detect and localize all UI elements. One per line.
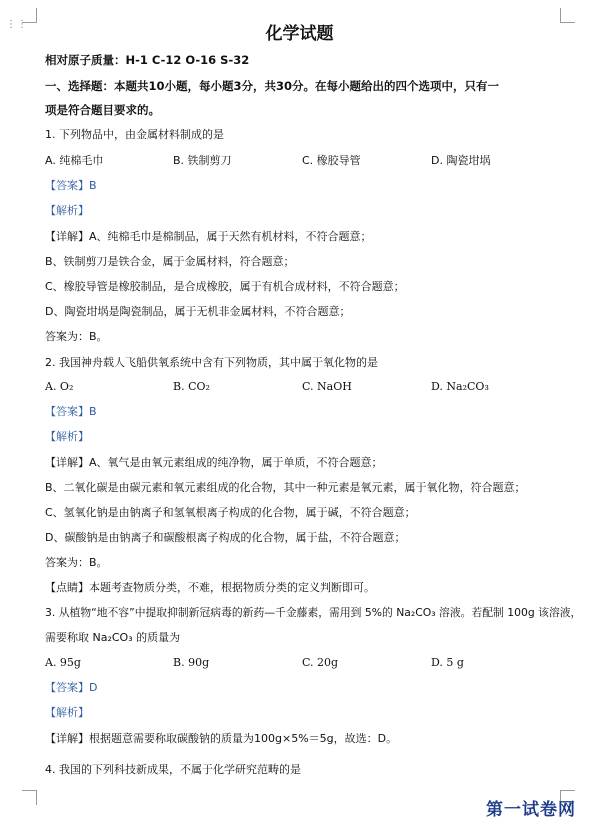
q2-comment: 【点睛】本题考查物质分类，不难，根据物质分类的定义判断即可。 — [45, 581, 375, 594]
q1-analysis-label: 【解析】 — [45, 204, 89, 217]
q2-detail-3: C、氢氧化钠是由钠离子和氢氧根离子构成的化合物，属于碱，不符合题意； — [45, 506, 416, 519]
q3-option-b: B. 90g — [173, 656, 210, 669]
atomic-mass-line: 相对原子质量：H-1 C-12 O-16 S-32 — [45, 53, 250, 67]
q2-option-c: C. NaOH — [302, 380, 352, 393]
q3-analysis-label: 【解析】 — [45, 706, 89, 719]
q2-detail-4: D、碳酸钠是由钠离子和碳酸根离子构成的化合物，属于盐，不符合题意； — [45, 531, 406, 544]
question-2-stem: 2. 我国神舟载人飞船供氧系统中含有下列物质，其中属于氧化物的是 — [45, 356, 378, 369]
q1-detail-2: B、铁制剪刀是铁合金，属于金属材料，符合题意； — [45, 255, 295, 268]
q2-answer: 【答案】B — [45, 405, 97, 418]
question-3-stem: 3. 从植物“地不容”中提取抑制新冠病毒的新药—千金藤素，需用到 5%的 Na₂CO₃ 溶液。若配制 100g 该溶液， — [45, 606, 582, 619]
q1-detail-1: 【详解】A、纯棉毛巾是棉制品，属于天然有机材料，不符合题意； — [45, 230, 372, 243]
page-title: 化学试题 — [265, 24, 334, 44]
question-1-stem: 1. 下列物品中，由金属材料制成的是 — [45, 128, 224, 141]
q2-detail-5: 答案为：B。 — [45, 556, 108, 569]
q2-analysis-label: 【解析】 — [45, 430, 89, 443]
q3-answer: 【答案】D — [45, 681, 98, 694]
q1-answer-text: 【答案】B — [45, 179, 97, 192]
q3-detail: 【详解】根据题意需要称取碳酸钠的质量为100g×5%＝5g，故选：D。 — [45, 732, 398, 745]
q3-option-d: D. 5 g — [431, 656, 464, 669]
section-header: 一、选择题：本题共10小题，每小题3分，共30分。在每小题给出的四个选项中，只有一 — [45, 79, 500, 93]
section-header-continued: 项是符合题目要求的。 — [45, 103, 160, 117]
q2-detail-2: B、二氧化碳是由碳元素和氧元素组成的化合物，其中一种元素是氧元素，属于氧化物，符合题意； — [45, 481, 526, 494]
q2-option-d: D. Na₂CO₃ — [431, 380, 489, 393]
q1-option-d: D. 陶瓷坩埚 — [431, 154, 491, 167]
question-4-stem: 4. 我国的下列科技新成果，不属于化学研究范畴的是 — [45, 763, 301, 776]
q1-detail-5: 答案为：B。 — [45, 330, 108, 343]
watermark-logo: 第一试卷网 — [486, 800, 576, 820]
q1-answer — [45, 179, 97, 193]
drag-handle-icon[interactable]: ⋮⋮ — [6, 19, 28, 30]
q1-detail-4: D、陶瓷坩埚是陶瓷制品，属于无机非金属材料，不符合题意； — [45, 305, 351, 318]
q1-option-c: C. 橡胶导管 — [302, 154, 361, 167]
question-3-stem-continued: 需要称取 Na₂CO₃ 的质量为 — [45, 631, 181, 644]
q2-option-a: A. O₂ — [45, 380, 74, 393]
q2-option-b: B. CO₂ — [173, 380, 210, 393]
q3-option-a: A. 95g — [45, 656, 81, 669]
q3-option-c: C. 20g — [302, 656, 339, 669]
q1-option-b: B. 铁制剪刀 — [173, 154, 232, 167]
q2-detail-1: 【详解】A、氧气是由氧元素组成的纯净物，属于单质，不符合题意； — [45, 456, 383, 469]
q1-detail-3: C、橡胶导管是橡胶制品，是合成橡胶，属于有机合成材料，不符合题意； — [45, 280, 405, 293]
q1-option-a: A. 纯棉毛巾 — [45, 154, 104, 167]
crop-mark-bottom-left — [22, 790, 37, 805]
